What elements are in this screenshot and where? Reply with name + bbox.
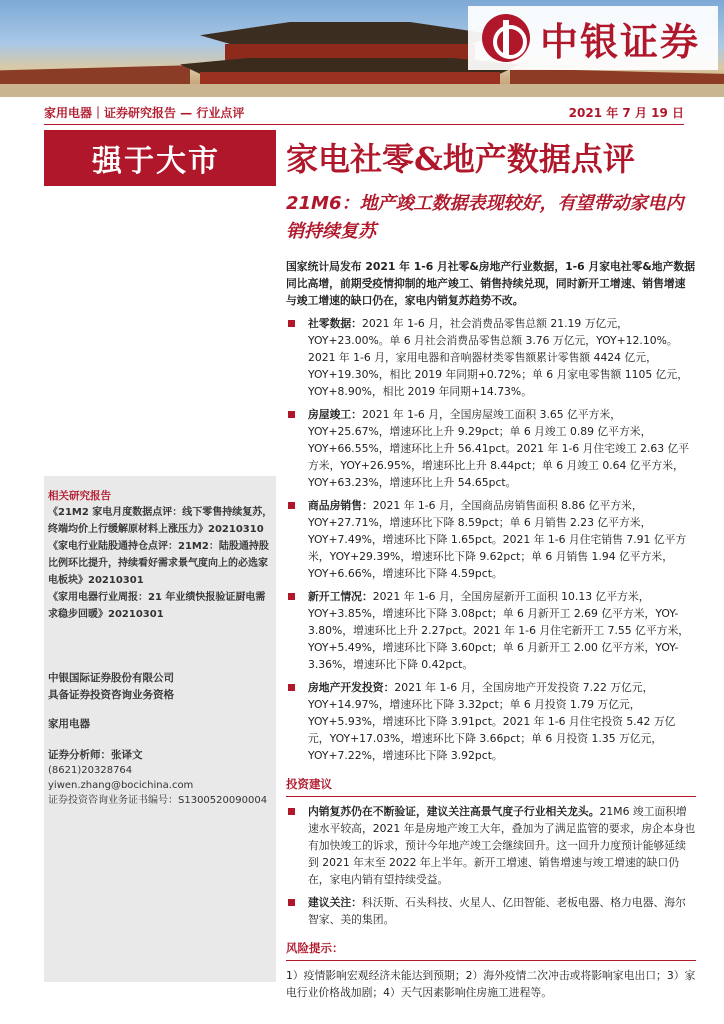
invest-heading: 投资建议 (286, 777, 332, 791)
section-divider (286, 796, 696, 797)
analyst-name: 证券分析师：张译文 (48, 749, 143, 761)
page-subtitle: 21M6：地产竣工数据表现较好，有望带动家电内销持续复苏 (286, 193, 684, 242)
invest-bullet (286, 894, 696, 928)
company-info (48, 670, 274, 704)
data-bullet (286, 406, 696, 491)
related-report[interactable]: 《家用电器行业周报：21 年业绩快报验证厨电需求稳步回暖》20210301 (48, 592, 266, 620)
risk-heading: 风险提示： (286, 941, 344, 955)
data-bullet (286, 315, 696, 400)
related-report[interactable]: 《21M2 家电月度数据点评：线下零售持续复苏，终端均价上行缓解原材料上涨压力》20210310 (48, 507, 273, 535)
logo-text: 中银证券 (540, 18, 701, 64)
related-reports-list (48, 504, 274, 623)
analyst-license: 证券投资咨询业务证书编号：S1300520090004 (48, 795, 268, 806)
related-report[interactable]: 《家电行业陆股通持仓点评：21M2：陆股通持股比例环比提升，持续看好需求景气度向上的必选家电板块》20210301 (48, 541, 269, 586)
report-category: 家用电器｜证券研究报告 — 行业点评 (44, 106, 245, 120)
bullet-key: 房屋竣工： (308, 408, 362, 421)
page-title: 家电社零&地产数据点评 (286, 140, 635, 178)
data-bullet (286, 497, 696, 582)
company-qualification: 具备证券投资咨询业务资格 (48, 689, 174, 701)
palace-roof-upper (200, 22, 500, 44)
bullet-text: 2021 年 1-6 月，全国房屋竣工面积 3.65 亿平方米，YOY+25.67%，增速环比上升 9.29pct；单 6 月竣工 0.89 亿平方米，YOY+66.55%，增速环比上升 56.41pct。2021 年 1-6 月住宅竣工 2.63 亿平方米，YOY+26.95%，增速环比上升 8.44pct；单 6 月竣工 0.64 亿平方米，YOY+63.23%，增速环比上升 54.65pct。 (308, 408, 690, 489)
sidebar (44, 476, 276, 982)
analyst-phone: (8621)20328764 (48, 765, 133, 776)
company-name: 中银国际证券股份有限公司 (48, 672, 174, 684)
bullet-text: 2021 年 1-6 月，社会消费品零售总额 21.19 万亿元，YOY+23.00%。单 6 月社会消费品零售总额 3.76 万亿元，YOY+12.10%。2021 年 1-6 月，家用电器和音响器材类零售额累计零售额 4424 亿元，YOY+19.30%，相比 2019 年同期+0.72%；单 6 月家电零售额 1105 亿元，YOY+8.90%，相比 2019 年同期+14.73%。 (308, 317, 689, 398)
lead-paragraph: 国家统计局发布 2021 年 1-6 月社零&房地产行业数据，1-6 月家电社零&地产数据同比高增，前期受疫情抑制的地产竣工、销售持续兑现，同时新开工增速、销售增速与竣工增速的缺口仍在，家电内销复苏趋势不改。 (286, 260, 695, 307)
palace-wall-upper (225, 44, 475, 60)
data-bullet (286, 679, 696, 764)
analyst-info (48, 748, 274, 808)
report-date: 2021 年 7 月 19 日 (568, 106, 684, 120)
main-content (286, 258, 696, 1001)
bullet-key: 商品房销售： (308, 499, 373, 512)
section-divider (286, 960, 696, 961)
divider (44, 124, 684, 125)
bullet-text: 2021 年 1-6 月，全国房地产开发投资 7.22 万亿元，YOY+14.97%，增速环比下降 3.32pct；单 6 月投资 1.79 万亿元，YOY+5.93%，增速环比下降 3.91pct。2021 年 1-6 月住宅投资 5.42 万亿元，YOY+17.03%，增速环比下降 3.66pct；单 6 月投资 1.35 万亿元，YOY+7.22%，增速环比下降 3.92pct。 (308, 681, 676, 762)
data-bullet (286, 588, 696, 673)
bullet-text: 2021 年 1-6 月，全国商品房销售面积 8.86 亿平方米，YOY+27.71%，增速环比下降 8.59pct；单 6 月销售 2.23 亿平方米，YOY+7.49%，增速环比下降 1.65pct。2021 年 1-6 月住宅销售 7.91 亿平方米，YOY+29.39%，增速环比下降 9.62pct；单 6 月销售 1.94 亿平方米，YOY+6.66%，增速环比下降 4.59pct。 (308, 499, 687, 580)
bullet-text: 2021 年 1-6 月，全国房屋新开工面积 10.13 亿平方米，YOY+3.85%，增速环比下降 3.08pct；单 6 月新开工 2.69 亿平方米，YOY-3.80%，增速环比上升 2.27pct。2021 年 1-6 月住宅新开工 7.55 亿平方米，YOY+5.49%，增速环比下降 3.60pct；单 6 月新开工 2.00 亿平方米，YOY-3.36%，增速环比下降 0.42pct。 (308, 590, 690, 671)
analyst-email[interactable]: yiwen.zhang@bocichina.com (48, 780, 194, 791)
bullet-key: 内销复苏仍在不断验证，建议关注高景气度子行业相关龙头。 (308, 805, 600, 818)
boc-logo-icon (482, 14, 530, 62)
related-reports-heading: 相关研究报告 (48, 490, 111, 502)
rating-badge: 强于大市 (44, 130, 276, 186)
sector-label: 家用电器 (48, 718, 90, 730)
header-banner (0, 0, 724, 97)
palace-base (0, 84, 724, 97)
side-building-left (0, 60, 190, 86)
bullet-key: 新开工情况： (308, 590, 373, 603)
meta-bar (44, 104, 684, 124)
invest-bullet (286, 803, 696, 888)
bullet-text: 21M6 竣工面积增速水平较高，2021 年是房地产竣工大年，叠加为了满足监管的要求，房企本身也有加快竣工的诉求，预计今年地产竣工会继续回升。这一回升力度预计能够延续到 2021 年末至 2022 年上半年。新开工增速、销售增速与竣工增速的缺口仍在，家电内销有望持续受益。 (308, 805, 696, 886)
bullet-key: 社零数据： (308, 317, 362, 330)
bullet-key: 房地产开发投资： (308, 681, 395, 694)
brand-logo (468, 6, 718, 70)
risk-text: 1）疫情影响宏观经济未能达到预期；2）海外疫情二次冲击或将影响家电出口；3）家电行业价格战加剧；4）天气因素影响住房施工进程等。 (286, 969, 696, 999)
bullet-text: 科沃斯、石头科技、火星人、亿田智能、老板电器、格力电器、海尔智家、美的集团。 (308, 896, 686, 926)
bullet-key: 建议关注： (308, 896, 362, 909)
